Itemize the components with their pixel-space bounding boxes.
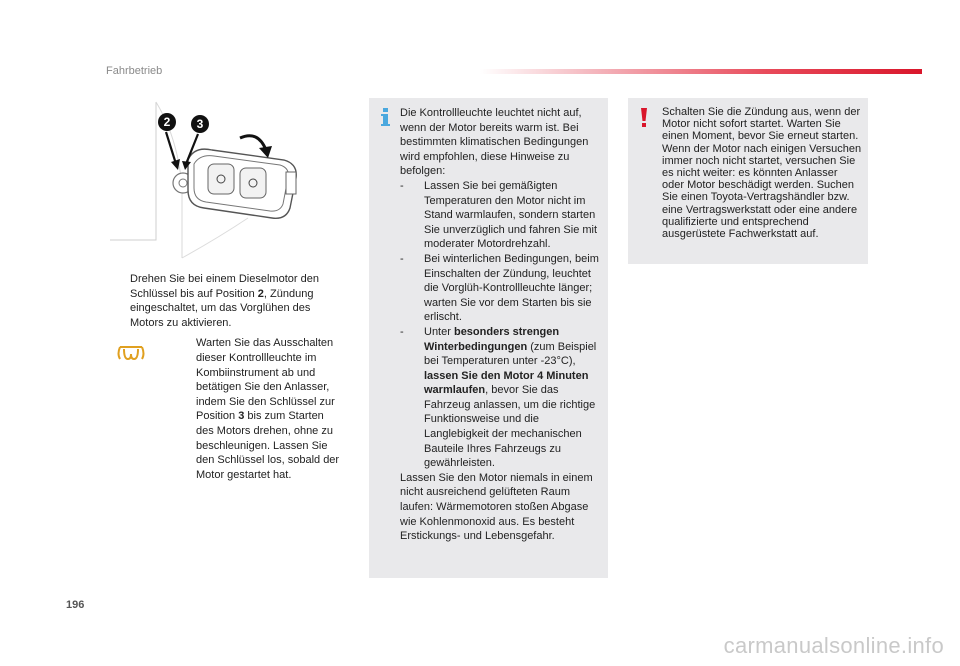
info-item-2: - Bei winterlichen Bedingungen, beim Einschalten der Zündung, leuchtet die Vorglüh-Kontrollleuchte länger; warten Sie vor dem Starten bis sie erlischt. — [400, 252, 599, 324]
header-accent-bar — [480, 69, 922, 74]
info-icon — [381, 108, 390, 126]
position-marker-2: 2 — [163, 115, 171, 129]
page-number: 196 — [66, 599, 85, 611]
watermark: carmanualsonline.info — [723, 633, 944, 658]
info-item-3: - Unter besonders strengen Winterbedingungen (zum Beispiel bei Temperaturen unter -23°C), lassen Sie den Motor 4 Minuten warmlaufen, bevor Sie das Fahrzeug anlassen, um die richtige Funktionsweise und die Langlebigkeit der mechanischen Bauteile Ihres Fahrzeugs zu gewährleisten. — [400, 325, 597, 470]
info-text — [400, 106, 604, 544]
key-fob-illustration — [108, 98, 326, 264]
info-outro: Lassen Sie den Motor niemals in einem nicht ausreichend gelüfteten Raum laufen: Wärmemotoren stoßen Abgase wie Kohlenmonoxid aus. Es besteht Erstickungs- und Lebensgefahr. — [400, 471, 593, 543]
section-title: Fahrbetrieb — [106, 65, 163, 77]
position-marker-3: 3 — [196, 117, 204, 131]
info-intro: Die Kontrollleuchte leuchtet nicht auf, wenn der Motor bereits warm ist. Bei bestimmten klimatischen Bedingungen wird empfohlen, diese Hinweise zu befolgen: — [400, 107, 589, 178]
instruction-start: Warten Sie das Ausschalten dieser Kontrollleuchte im Kombiinstrument ab und betätigen Sie den Anlasser, indem Sie den Schlüssel zur Position 3 bis zum Starten des Motors drehen, ohne zu beschleunigen. Lassen Sie den Schlüssel los, sobald der Motor gestartet hat. — [196, 337, 340, 481]
instruction-preheat: Drehen Sie bei einem Dieselmotor den Schlüssel bis auf Position 2, Zündung eingeschaltet, um das Vorglühen des Motors zu aktivieren. — [130, 273, 319, 329]
warning-exclamation-icon — [640, 108, 648, 128]
glow-plug-icon — [116, 345, 146, 361]
info-item-1: - Lassen Sie bei gemäßigten Temperaturen den Motor nicht im Stand warmlaufen, sondern starten Sie unverzüglich und fahren Sie mit moderater Motordrehzahl. — [400, 179, 598, 251]
warning-text: Schalten Sie die Zündung aus, wenn der Motor nicht sofort startet. Warten Sie einen Moment, bevor Sie erneut starten. Wenn der Motor nach einigen Versuchen immer noch nicht startet, versuchen Sie es nicht weiter: es könnten Anlasser oder Motor beschädigt werden. Suchen Sie einen Toyota-Vertragshändler bzw. eine Vertragswerkstatt oder eine andere qualifizierte und entsprechend ausgerüstete Fachwerkstatt auf. — [662, 106, 862, 241]
left-column — [110, 272, 340, 482]
